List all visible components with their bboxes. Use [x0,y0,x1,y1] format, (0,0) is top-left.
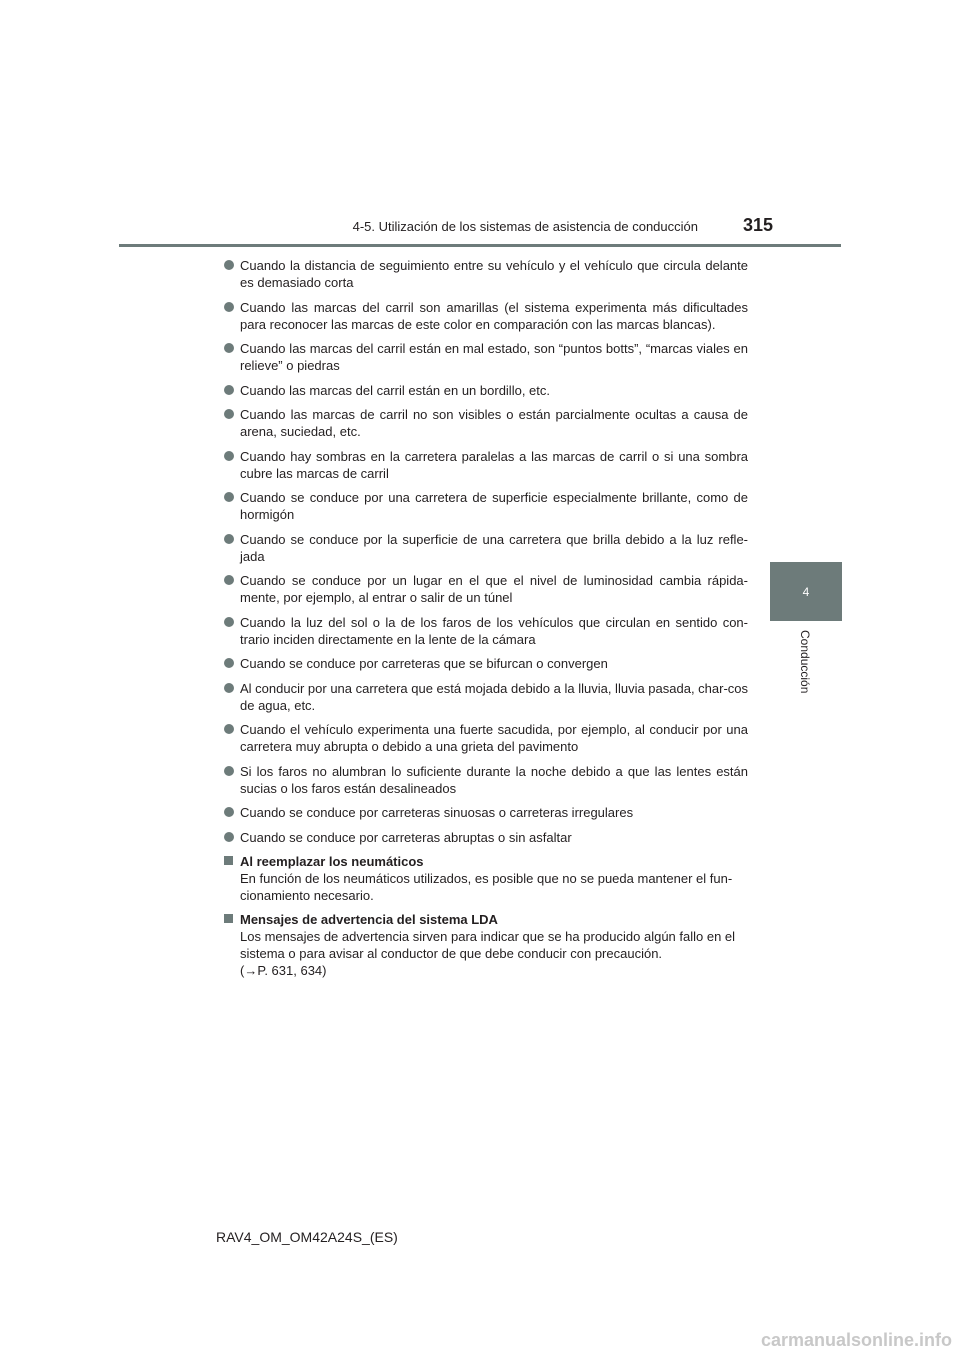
list-item [222,489,748,523]
list-item-text: Cuando se conduce por la superficie de una carretera que brilla debido a la luz refle-jada [240,531,748,564]
list-item [222,448,748,482]
list-item-text: Si los faros no alumbran lo suficiente durante la noche debido a que las lentes están sucias o los faros están desalineados [240,763,748,796]
bullet-icon [224,492,234,502]
bullet-icon [224,658,234,668]
list-item [222,721,748,755]
list-item [222,257,748,291]
chapter-tab[interactable] [770,562,842,621]
list-item-text: Cuando la distancia de seguimiento entre su vehículo y el vehículo que circula delante es demasiado corta [240,258,748,290]
list-item [222,340,748,374]
list-item [222,382,748,399]
bullet-icon [224,260,234,270]
list-item [222,655,748,672]
list-item [222,680,748,714]
header-divider [119,244,841,247]
chapter-label: Conducción [798,630,812,694]
list-item-text: Cuando se conduce por un lugar en el que el nivel de luminosidad cambia rápida-mente, por ejemplo, al entrar o salir de un túnel [240,573,748,605]
header-title: 4-5. Utilización de los sistemas de asistencia de conducción [352,219,698,234]
section-heading [222,853,748,870]
section [222,911,748,979]
bullet-icon [224,534,234,544]
section-text: En función de los neumáticos utilizados, es posible que no se pueda mantener el fun-cionamiento necesario. [240,871,733,903]
bullet-icon [224,683,234,693]
list-item-text: Cuando la luz del sol o la de los faros de los vehículos que circulan en sentido con-trario inciden directamente en la lente de la cámara [240,614,748,647]
section-body [222,870,748,904]
section-heading [222,911,748,928]
square-bullet-icon [224,856,233,865]
list-item-text: Cuando se conduce por una carretera de superficie especialmente brillante, como de hormigón [240,490,748,522]
section-body [222,928,748,979]
list-item [222,804,748,821]
watermark: carmanualsonline.info [760,1330,952,1350]
list-item [222,299,748,333]
list-item-text: Cuando las marcas del carril están en mal estado, son “puntos botts”, “marcas viales en relieve” o piedras [240,341,748,373]
list-item-text: Cuando el vehículo experimenta una fuerte sacudida, por ejemplo, al conducir por una carretera muy abrupta o debido a una grieta del pavimento [240,722,748,754]
section-heading-text: Al reemplazar los neumáticos [240,854,424,869]
list-item [222,763,748,797]
list-item [222,572,748,606]
section-text: (→P. 631, 634) [240,963,327,978]
bullet-icon [224,385,234,395]
list-item [222,531,748,565]
list-item-text: Cuando se conduce por carreteras sinuosas o carreteras irregulares [240,805,634,820]
bullet-icon [224,832,234,842]
section-text: Los mensajes de advertencia sirven para indicar que se ha producido algún fallo en el sistema o para avisar al conductor de que debe conducir con precaución. [240,929,739,961]
bullet-icon [224,724,234,734]
list-item-text: Cuando las marcas del carril están en un bordillo, etc. [240,382,550,398]
bullet-icon [224,575,234,585]
section-heading-text: Mensajes de advertencia del sistema LDA [240,912,498,927]
list-item [222,614,748,648]
square-bullet-icon [224,914,233,923]
section [222,853,748,904]
bullet-icon [224,302,234,312]
bullet-icon [224,409,234,419]
sections [222,853,748,979]
list-item [222,406,748,440]
bullet-icon [224,451,234,461]
list-item-text: Cuando las marcas del carril son amarillas (el sistema experimenta más dificultades para reconocer las marcas de este color en comparación con las marcas blancas). [240,299,748,332]
list-item [222,829,748,846]
bullet-icon [224,807,234,817]
list-item-text: Cuando hay sombras en la carretera paralelas a las marcas de carril o si una sombra cubre las marcas de carril [240,448,748,481]
bullet-icon [224,343,234,353]
page-content [222,257,748,986]
chapter-number: 4 [802,584,810,599]
list-item-text: Cuando se conduce por carreteras que se bifurcan o convergen [240,656,608,671]
condition-list [222,257,748,846]
bullet-icon [224,766,234,776]
document-code: RAV4_OM_OM42A24S_(ES) [216,1229,398,1245]
page-number: 315 [743,215,774,235]
list-item-text: Al conducir por una carretera que está mojada debido a la lluvia, lluvia pasada, char-cos de agua, etc. [240,680,749,713]
bullet-icon [224,617,234,627]
list-item-text: Cuando se conduce por carreteras abruptas o sin asfaltar [240,829,572,845]
list-item-text: Cuando las marcas de carril no son visibles o están parcialmente ocultas a causa de arena, suciedad, etc. [240,407,748,439]
